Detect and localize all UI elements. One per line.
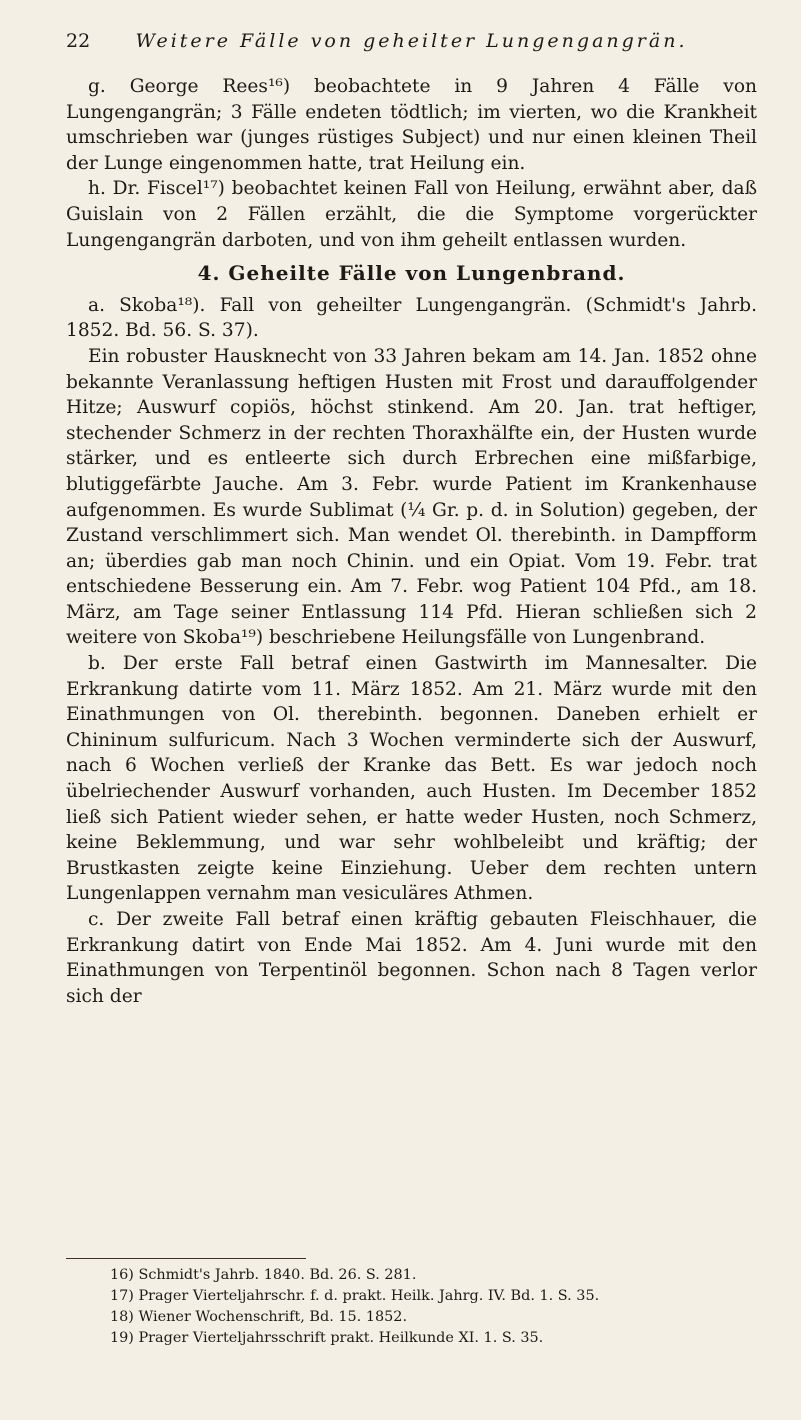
paragraph-a-heading: a. Skoba¹⁸). Fall von geheilter Lungengangrän. (Schmidt's Jahrb. 1852. Bd. 56. S. 37). [66, 294, 757, 342]
paragraph-c: c. Der zweite Fall betraf einen kräftig gebauten Fleischhauer, die Erkrankung datirt von Ende Mai 1852. Am 4. Juni wurde mit den Einathmungen von Terpentinöl begonnen. Schon nach 8 Tagen verlor sich der [66, 909, 757, 1007]
footnote: 18) Wiener Wochenschrift, Bd. 15. 1852. [110, 1309, 408, 1325]
section-title: 4. Geheilte Fälle von Lungenbrand. [197, 261, 626, 286]
footnote: 16) Schmidt's Jahrb. 1840. Bd. 26. S. 281. [110, 1267, 417, 1283]
footnote: 17) Prager Vierteljahrschr. f. d. prakt. Heilk. Jahrg. IV. Bd. 1. S. 35. [110, 1288, 600, 1304]
paragraph-g: g. George Rees¹⁶) beobachtete in 9 Jahren 4 Fälle von Lungengangrän; 3 Fälle endeten tödtlich; im vierten, wo die Krankheit umschrieben war (junges rüstiges Subject) und nur einen kleinen Theil der Lunge eingenommen hatte, trat Heilung ein. [66, 76, 757, 174]
main-text [66, 74, 757, 1009]
running-title: Weitere Fälle von geheilter Lungengangrän. [135, 30, 688, 52]
paragraph-a-text: Ein robuster Hausknecht von 33 Jahren bekam am 14. Jan. 1852 ohne bekannte Veranlassung heftigen Husten mit Frost und darauffolgender Hitze; Auswurf copiös, höchst stinkend. Am 20. Jan. trat heftiger, stechender Schmerz in der rechten Thoraxhälfte ein, der Husten wurde stärker, und es entleerte sich durch Erbrechen eine mißfarbige, blutiggefärbte Jauche. Am 3. Febr. wurde Patient im Krankenhause aufgenommen. Es wurde Sublimat (¼ Gr. p. d. in Solution) gegeben, der Zustand verschlimmert sich. Man wendet Ol. therebinth. in Dampfform an; überdies gab man noch Chinin. und ein Opiat. Vom 19. Febr. trat entschiedene Besserung ein. Am 7. Febr. wog Patient 104 Pfd., am 18. März, am Tage seiner Entlassung 114 Pfd. Hieran schließen sich 2 weitere von Skoba¹⁹) beschriebene Heilungsfälle von Lungenbrand. [66, 345, 757, 649]
paragraph-h: h. Dr. Fiscel¹⁷) beobachtet keinen Fall von Heilung, erwähnt aber, daß Guislain von 2 Fällen erzählt, die die Symptome vorgerückter Lungengangrän darboten, und von ihm geheilt entlassen wurden. [66, 178, 757, 251]
page-header [66, 30, 757, 60]
footnote: 19) Prager Vierteljahrsschrift prakt. Heilkunde XI. 1. S. 35. [110, 1330, 544, 1346]
page-number: 22 [66, 30, 91, 52]
footnotes [66, 1258, 600, 1349]
paragraph-b: b. Der erste Fall betraf einen Gastwirth im Mannesalter. Die Erkrankung datirte vom 11. März 1852. Am 21. März wurde mit den Einathmungen von Ol. therebinth. begonnen. Daneben erhielt er Chininum sulfuricum. Nach 3 Wochen verminderte sich der Auswurf, nach 6 Wochen verließ der Kranke das Bett. Es war jedoch noch übelriechender Auswurf vorhanden, auch Husten. Im December 1852 ließ sich Patient wieder sehen, er hatte weder Husten, noch Schmerz, keine Beklemmung, und war sehr wohlbeleibt und kräftig; der Brustkasten zeigte keine Einziehung. Ueber dem rechten untern Lungenlappen vernahm man vesiculäres Athmen. [66, 653, 757, 905]
